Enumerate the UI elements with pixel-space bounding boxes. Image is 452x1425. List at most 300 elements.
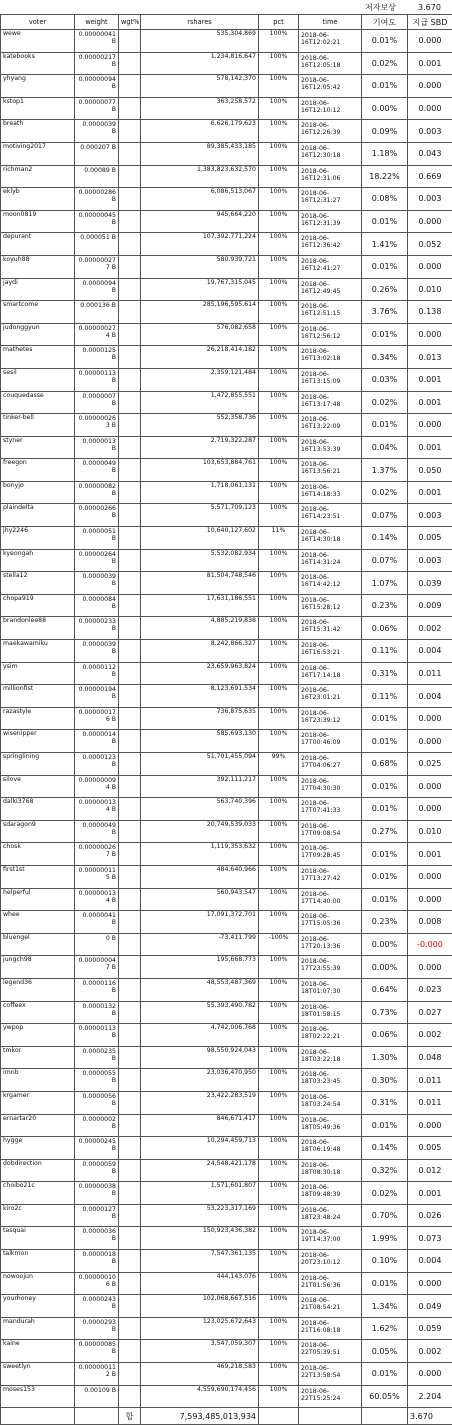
table-row xyxy=(1,323,452,346)
time-cell: 2018-06-16T12:31:39 xyxy=(299,210,362,233)
sbd-cell: 0.669 xyxy=(408,165,452,188)
wgt-pct-cell xyxy=(119,1250,141,1273)
pct-cell: 100% xyxy=(259,301,299,324)
time-cell: 2018-06-16T15:31:42 xyxy=(299,617,362,640)
rshares-cell: 51,701,455,094 xyxy=(141,753,259,776)
pct-cell: 100% xyxy=(259,1024,299,1047)
weight-cell: 0.00000113 B xyxy=(75,368,119,391)
rshares-cell: 1,472,855,551 xyxy=(141,391,259,414)
rshares-cell: 736,875,635 xyxy=(141,707,259,730)
time-cell: 2018-06-21T01:56:36 xyxy=(299,1272,362,1295)
wgt-pct-cell xyxy=(119,233,141,256)
contribution-cell: 18.22% xyxy=(362,165,408,188)
rshares-cell: 1,383,823,632,570 xyxy=(141,165,259,188)
sbd-cell: 0.011 xyxy=(408,1091,452,1114)
sbd-cell: 0.000 xyxy=(408,30,452,53)
rshares-cell: 363,258,572 xyxy=(141,97,259,120)
voter-cell: plaindelta xyxy=(1,504,75,527)
rshares-cell: 1,119,353,632 xyxy=(141,843,259,866)
time-cell: 2018-06-18T03:22:18 xyxy=(299,1046,362,1069)
contribution-cell: 1.41% xyxy=(362,233,408,256)
weight-cell: 0.0000056 B xyxy=(75,1091,119,1114)
contribution-cell: 0.01% xyxy=(362,730,408,753)
rshares-cell: 285,196,595,614 xyxy=(141,301,259,324)
wgt-pct-cell xyxy=(119,1024,141,1047)
rshares-cell: 4,885,219,838 xyxy=(141,617,259,640)
time-cell: 2018-06-16T15:28:12 xyxy=(299,594,362,617)
time-cell: 2018-06-16T12:31:27 xyxy=(299,188,362,211)
voter-cell: razastyle xyxy=(1,707,75,730)
sbd-cell: 0.010 xyxy=(408,820,452,843)
contribution-cell: 0.09% xyxy=(362,120,408,143)
weight-cell: 0.00000013 4 B xyxy=(75,798,119,821)
weight-cell: 0.000051 B xyxy=(75,233,119,256)
voter-cell: koyuh88 xyxy=(1,255,75,278)
voter-cell: bonyjo xyxy=(1,481,75,504)
table-row xyxy=(1,52,452,75)
time-cell: 2018-06-17T07:41:33 xyxy=(299,798,362,821)
wgt-pct-cell xyxy=(119,1137,141,1160)
table-row xyxy=(1,662,452,685)
rshares-cell: 81,504,748,546 xyxy=(141,572,259,595)
pct-cell: 100% xyxy=(259,97,299,120)
wgt-pct-cell xyxy=(119,888,141,911)
table-row xyxy=(1,210,452,233)
contribution-cell: 1.62% xyxy=(362,1317,408,1340)
pct-cell: 100% xyxy=(259,1159,299,1182)
wgt-pct-cell xyxy=(119,527,141,550)
table-row xyxy=(1,1024,452,1047)
table-row xyxy=(1,368,452,391)
total-blank-2 xyxy=(75,1408,119,1425)
time-cell: 2018-06-16T13:15:09 xyxy=(299,368,362,391)
voter-cell: sesil xyxy=(1,368,75,391)
table-row xyxy=(1,1091,452,1114)
sbd-cell: 0.001 xyxy=(408,481,452,504)
wgt-pct-cell xyxy=(119,978,141,1001)
time-cell: 2018-06-16T13:17:48 xyxy=(299,391,362,414)
weight-cell: 0 B xyxy=(75,933,119,956)
weight-cell: 0.00000094 B xyxy=(75,75,119,98)
rshares-cell: 444,143,076 xyxy=(141,1272,259,1295)
table-row xyxy=(1,1250,452,1273)
pct-cell: 100% xyxy=(259,1272,299,1295)
sbd-cell: 0.000 xyxy=(408,707,452,730)
pct-cell: 100% xyxy=(259,165,299,188)
sbd-cell: 0.013 xyxy=(408,346,452,369)
rshares-cell: 17,631,186,551 xyxy=(141,594,259,617)
wgt-pct-cell xyxy=(119,210,141,233)
weight-cell: 0.000136 B xyxy=(75,301,119,324)
pct-cell: 100% xyxy=(259,481,299,504)
wgt-pct-cell xyxy=(119,753,141,776)
voter-cell: ernartar20 xyxy=(1,1114,75,1137)
pct-cell: 100% xyxy=(259,685,299,708)
contribution-cell: 0.01% xyxy=(362,1272,408,1295)
time-cell: 2018-06-17T09:08:54 xyxy=(299,820,362,843)
weight-cell: 0.00000011 5 B xyxy=(75,865,119,888)
contribution-cell: 0.01% xyxy=(362,210,408,233)
rshares-cell: 150,923,436,382 xyxy=(141,1227,259,1250)
time-cell: 2018-06-18T03:24:54 xyxy=(299,1091,362,1114)
wgt-pct-cell xyxy=(119,1069,141,1092)
weight-cell: 0.00000082 B xyxy=(75,481,119,504)
sbd-cell: 0.138 xyxy=(408,301,452,324)
rshares-cell: 484,640,966 xyxy=(141,865,259,888)
rshares-cell: 10,640,127,602 xyxy=(141,527,259,550)
rshares-cell: 195,668,773 xyxy=(141,956,259,979)
rshares-cell: 846,671,417 xyxy=(141,1114,259,1137)
voter-cell: kiro2c xyxy=(1,1204,75,1227)
rshares-cell: 945,664,220 xyxy=(141,210,259,233)
table-row xyxy=(1,911,452,934)
contribution-cell: 1.37% xyxy=(362,459,408,482)
weight-cell: 0.0000112 B xyxy=(75,662,119,685)
time-cell: 2018-06-16T12:26:39 xyxy=(299,120,362,143)
contribution-cell: 0.01% xyxy=(362,1363,408,1386)
pct-cell: 100% xyxy=(259,1114,299,1137)
voter-cell: eklyb xyxy=(1,188,75,211)
voter-cell: yourhoney xyxy=(1,1295,75,1318)
table-row xyxy=(1,933,452,956)
sbd-cell: 0.012 xyxy=(408,1159,452,1182)
pct-cell: 100% xyxy=(259,1137,299,1160)
time-cell: 2018-06-16T14:23:51 xyxy=(299,504,362,527)
time-cell: 2018-06-16T12:36:42 xyxy=(299,233,362,256)
sbd-cell: 0.000 xyxy=(408,956,452,979)
time-cell: 2018-06-16T12:10:12 xyxy=(299,97,362,120)
weight-cell: 0.0000123 B xyxy=(75,753,119,776)
time-cell: 2018-06-22T13:58:54 xyxy=(299,1363,362,1386)
voter-cell: wewe xyxy=(1,30,75,53)
voter-cell: jhy2246 xyxy=(1,527,75,550)
wgt-pct-cell xyxy=(119,662,141,685)
weight-cell: 0.00000011 2 B xyxy=(75,1363,119,1386)
voter-cell: brandonlee88 xyxy=(1,617,75,640)
time-cell: 2018-06-16T14:30:18 xyxy=(299,527,362,550)
sbd-cell: 0.000 xyxy=(408,323,452,346)
pct-cell: 100% xyxy=(259,549,299,572)
table-row xyxy=(1,165,452,188)
voter-cell: kyeongah xyxy=(1,549,75,572)
table-row xyxy=(1,685,452,708)
table-row xyxy=(1,1204,452,1227)
contribution-cell: 0.00% xyxy=(362,97,408,120)
weight-cell: 0.0000235 B xyxy=(75,1046,119,1069)
rshares-cell: 5,532,082,934 xyxy=(141,549,259,572)
voter-cell: judonggyun xyxy=(1,323,75,346)
voter-cell: jaydi xyxy=(1,278,75,301)
vote-rows xyxy=(1,30,452,1408)
voter-cell: chopa919 xyxy=(1,594,75,617)
time-cell: 2018-06-17T15:05:36 xyxy=(299,911,362,934)
contribution-cell: 0.08% xyxy=(362,188,408,211)
time-cell: 2018-06-19T14:37:00 xyxy=(299,1227,362,1250)
col-contribution: 기여도 xyxy=(362,15,408,30)
table-row xyxy=(1,1340,452,1363)
rshares-cell: 7,547,361,135 xyxy=(141,1250,259,1273)
rshares-cell: 8,242,866,327 xyxy=(141,640,259,663)
table-row xyxy=(1,142,452,165)
pct-cell: 100% xyxy=(259,188,299,211)
weight-cell: 0.0000127 B xyxy=(75,1204,119,1227)
sbd-cell: 0.010 xyxy=(408,278,452,301)
pct-cell: 100% xyxy=(259,843,299,866)
wgt-pct-cell xyxy=(119,798,141,821)
time-cell: 2018-06-18T09:48:39 xyxy=(299,1182,362,1205)
rshares-cell: 89,385,433,185 xyxy=(141,142,259,165)
table-row xyxy=(1,75,452,98)
table-row xyxy=(1,617,452,640)
time-cell: 2018-06-18T05:49:36 xyxy=(299,1114,362,1137)
contribution-cell: 0.03% xyxy=(362,368,408,391)
col-wgt-pct: wgt% xyxy=(119,15,141,30)
table-row xyxy=(1,1001,452,1024)
weight-cell: 0.0000002 B xyxy=(75,1114,119,1137)
pct-cell: 100% xyxy=(259,730,299,753)
table-row xyxy=(1,707,452,730)
header-row xyxy=(1,15,452,30)
wgt-pct-cell xyxy=(119,1114,141,1137)
weight-cell: 0.00000077 B xyxy=(75,97,119,120)
wgt-pct-cell xyxy=(119,1091,141,1114)
contribution-cell: 0.64% xyxy=(362,978,408,1001)
voter-cell: wisenipper xyxy=(1,730,75,753)
weight-cell: 0.0000094 B xyxy=(75,278,119,301)
pct-cell: 100% xyxy=(259,436,299,459)
rshares-cell: 6,086,513,067 xyxy=(141,188,259,211)
voter-cell: ysim xyxy=(1,662,75,685)
rshares-cell: 48,553,487,369 xyxy=(141,978,259,1001)
time-cell: 2018-06-16T23:39:12 xyxy=(299,707,362,730)
weight-cell: 0.00000026 3 B xyxy=(75,414,119,437)
contribution-cell: 0.14% xyxy=(362,527,408,550)
voter-cell: whee xyxy=(1,911,75,934)
pct-cell: -100% xyxy=(259,933,299,956)
wgt-pct-cell xyxy=(119,549,141,572)
weight-cell: 0.0000039 B xyxy=(75,572,119,595)
contribution-cell: 60.05% xyxy=(362,1385,408,1408)
time-cell: 2018-06-16T14:18:33 xyxy=(299,481,362,504)
pct-cell: 100% xyxy=(259,1385,299,1408)
table-row xyxy=(1,1317,452,1340)
table-row xyxy=(1,414,452,437)
time-cell: 2018-06-16T12:02:21 xyxy=(299,30,362,53)
wgt-pct-cell xyxy=(119,617,141,640)
weight-cell: 0.0000293 B xyxy=(75,1317,119,1340)
wgt-pct-cell xyxy=(119,1204,141,1227)
voter-cell: silove xyxy=(1,775,75,798)
weight-cell: 0.00000038 B xyxy=(75,1182,119,1205)
wgt-pct-cell xyxy=(119,1159,141,1182)
sbd-cell: 0.073 xyxy=(408,1227,452,1250)
weight-cell: 0.0000049 B xyxy=(75,459,119,482)
table-row xyxy=(1,730,452,753)
contribution-cell: 0.34% xyxy=(362,346,408,369)
contribution-cell: 0.14% xyxy=(362,1137,408,1160)
table-row xyxy=(1,301,452,324)
weight-cell: 0.000207 B xyxy=(75,142,119,165)
sbd-cell: 0.001 xyxy=(408,1182,452,1205)
total-blank-4 xyxy=(299,1408,362,1425)
table-row xyxy=(1,1114,452,1137)
voter-cell: hygge xyxy=(1,1137,75,1160)
sbd-cell: 0.000 xyxy=(408,888,452,911)
contribution-cell: 1.30% xyxy=(362,1046,408,1069)
wgt-pct-cell xyxy=(119,1227,141,1250)
rshares-cell: 10,294,459,713 xyxy=(141,1137,259,1160)
time-cell: 2018-06-16T13:22:09 xyxy=(299,414,362,437)
sbd-cell: 0.011 xyxy=(408,662,452,685)
time-cell: 2018-06-16T23:01:21 xyxy=(299,685,362,708)
weight-cell: 0.00000017 6 B xyxy=(75,707,119,730)
voter-cell: couquedasse xyxy=(1,391,75,414)
rshares-cell: 2,719,322,287 xyxy=(141,436,259,459)
contribution-cell: 0.04% xyxy=(362,436,408,459)
col-pct: pct xyxy=(259,15,299,30)
sbd-cell: 0.000 xyxy=(408,97,452,120)
wgt-pct-cell xyxy=(119,1001,141,1024)
table-row xyxy=(1,436,452,459)
weight-cell: 0.00000266 B xyxy=(75,504,119,527)
pct-cell: 100% xyxy=(259,662,299,685)
table-row xyxy=(1,527,452,550)
weight-cell: 0.00000264 B xyxy=(75,549,119,572)
sbd-cell: 0.001 xyxy=(408,436,452,459)
table-row xyxy=(1,1363,452,1386)
wgt-pct-cell xyxy=(119,843,141,866)
time-cell: 2018-06-16T12:51:15 xyxy=(299,301,362,324)
sbd-cell: 0.059 xyxy=(408,1317,452,1340)
wgt-pct-cell xyxy=(119,278,141,301)
voter-cell: chosk xyxy=(1,843,75,866)
time-cell: 2018-06-16T12:30:18 xyxy=(299,142,362,165)
sbd-cell: -0.000 xyxy=(408,933,452,956)
voter-cell: choibo21c xyxy=(1,1182,75,1205)
table-row xyxy=(1,1046,452,1069)
pct-cell: 100% xyxy=(259,278,299,301)
pct-cell: 100% xyxy=(259,459,299,482)
total-blank-1 xyxy=(1,1408,75,1425)
rshares-cell: 4,559,690,174,456 xyxy=(141,1385,259,1408)
contribution-cell: 0.02% xyxy=(362,391,408,414)
time-cell: 2018-06-16T14:42:12 xyxy=(299,572,362,595)
voter-cell: mandurah xyxy=(1,1317,75,1340)
sbd-cell: 0.023 xyxy=(408,978,452,1001)
table-row xyxy=(1,481,452,504)
pct-cell: 100% xyxy=(259,1091,299,1114)
weight-cell: 0.0000051 B xyxy=(75,527,119,550)
table-row xyxy=(1,30,452,53)
voter-cell: millionfist xyxy=(1,685,75,708)
sbd-cell: 0.001 xyxy=(408,391,452,414)
col-weight: weight xyxy=(75,15,119,30)
vote-table xyxy=(0,14,452,1425)
weight-cell: 0.00000045 B xyxy=(75,210,119,233)
wgt-pct-cell xyxy=(119,730,141,753)
time-cell: 2018-06-18T23:48:24 xyxy=(299,1204,362,1227)
rshares-cell: 20,749,539,033 xyxy=(141,820,259,843)
rshares-cell: 103,653,884,761 xyxy=(141,459,259,482)
rshares-cell: 392,111,217 xyxy=(141,775,259,798)
time-cell: 2018-06-18T01:58:15 xyxy=(299,1001,362,1024)
wgt-pct-cell xyxy=(119,368,141,391)
pct-cell: 100% xyxy=(259,1069,299,1092)
vote-table-wrapper xyxy=(0,14,452,1425)
voter-cell: talkmon xyxy=(1,1250,75,1273)
contribution-cell: 0.01% xyxy=(362,414,408,437)
contribution-cell: 3.76% xyxy=(362,301,408,324)
sbd-cell: 0.004 xyxy=(408,685,452,708)
rshares-cell: 24,548,421,178 xyxy=(141,1159,259,1182)
pct-cell: 100% xyxy=(259,52,299,75)
voter-cell: styner xyxy=(1,436,75,459)
voter-cell: smartcome xyxy=(1,301,75,324)
sbd-cell: 0.001 xyxy=(408,52,452,75)
contribution-cell: 0.11% xyxy=(362,640,408,663)
table-row xyxy=(1,549,452,572)
pct-cell: 100% xyxy=(259,956,299,979)
voter-cell: sdaragon9 xyxy=(1,820,75,843)
sbd-cell: 0.003 xyxy=(408,504,452,527)
contribution-cell: 0.01% xyxy=(362,775,408,798)
col-rshares: rshares xyxy=(141,15,259,30)
rshares-cell: 53,223,317,169 xyxy=(141,1204,259,1227)
pct-cell: 100% xyxy=(259,391,299,414)
sbd-cell: 0.050 xyxy=(408,459,452,482)
table-row xyxy=(1,640,452,663)
pct-cell: 100% xyxy=(259,1340,299,1363)
rshares-cell: 560,943,547 xyxy=(141,888,259,911)
voter-cell: richman2 xyxy=(1,165,75,188)
sbd-cell: 0.025 xyxy=(408,753,452,776)
voter-cell: moses153 xyxy=(1,1385,75,1408)
voter-cell: motiving2017 xyxy=(1,142,75,165)
pct-cell: 100% xyxy=(259,1363,299,1386)
wgt-pct-cell xyxy=(119,97,141,120)
contribution-cell: 0.10% xyxy=(362,1250,408,1273)
wgt-pct-cell xyxy=(119,255,141,278)
weight-cell: 0.0000013 B xyxy=(75,436,119,459)
time-cell: 2018-06-18T08:30:18 xyxy=(299,1159,362,1182)
sbd-cell: 0.049 xyxy=(408,1295,452,1318)
voter-cell: imnb xyxy=(1,1069,75,1092)
weight-cell: 0.00000027 7 B xyxy=(75,255,119,278)
sbd-cell: 2.204 xyxy=(408,1385,452,1408)
time-cell: 2018-06-16T12:05:42 xyxy=(299,75,362,98)
time-cell: 2018-06-17T04:30:30 xyxy=(299,775,362,798)
contribution-cell: 1.18% xyxy=(362,142,408,165)
contribution-cell: 0.01% xyxy=(362,323,408,346)
pct-cell: 100% xyxy=(259,210,299,233)
table-row xyxy=(1,1069,452,1092)
pct-cell: 100% xyxy=(259,233,299,256)
voter-cell: freegon xyxy=(1,459,75,482)
wgt-pct-cell xyxy=(119,1317,141,1340)
contribution-cell: 0.06% xyxy=(362,617,408,640)
time-cell: 2018-06-16T13:02:18 xyxy=(299,346,362,369)
sbd-cell: 0.004 xyxy=(408,640,452,663)
rshares-cell: 2,359,121,484 xyxy=(141,368,259,391)
contribution-cell: 0.01% xyxy=(362,843,408,866)
sbd-cell: 0.000 xyxy=(408,1272,452,1295)
rshares-cell: -73,411,799 xyxy=(141,933,259,956)
rshares-cell: 123,025,672,643 xyxy=(141,1317,259,1340)
time-cell: 2018-06-18T02:22:21 xyxy=(299,1024,362,1047)
table-row xyxy=(1,504,452,527)
rshares-cell: 1,234,816,647 xyxy=(141,52,259,75)
pct-cell: 100% xyxy=(259,414,299,437)
